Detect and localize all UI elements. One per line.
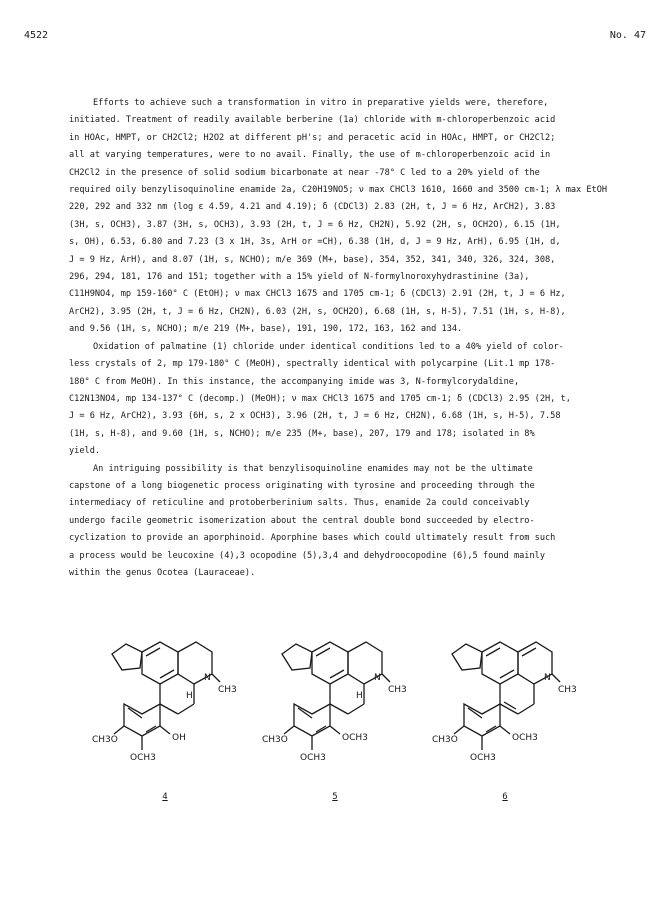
page-header bbox=[24, 30, 646, 46]
atom-methoxy-left: CH3O bbox=[92, 735, 118, 745]
atom-n: N bbox=[544, 673, 551, 683]
text-line: 180° C from MeOH). In this instance, the accompanying imide was 3, N-formylcorydaldine, bbox=[69, 376, 520, 387]
text-line: 296, 294, 181, 176 and 151; together with a 15% yield of N-formylnoroxyhydrastinine (3a), bbox=[69, 272, 530, 283]
atom-ch3: CH3 bbox=[218, 685, 237, 695]
text-line: 220, 292 and 332 nm (log ε 4.59, 4.21 and 4.19); δ (CDCl3) 2.83 (2H, t, J = 6 Hz, ArCH2), 3.83 bbox=[69, 202, 556, 213]
atom-n: N bbox=[204, 673, 211, 683]
text-line: J = 6 Hz, ArCH2), 3.93 (6H, s, 2 x OCH3), 3.96 (2H, t, J = 6 Hz, CH2N), 6.68 (1H, s, H-5), 7.58 bbox=[69, 411, 561, 422]
text-line: intermediacy of reticuline and protoberberinium salts. Thus, enamide 2a could conceivably bbox=[69, 498, 530, 509]
compound-label-6: 6 bbox=[502, 792, 508, 802]
text-line: s, OH), 6.53, 6.80 and 7.23 (3 x 1H, 3s, ArH or =CH), 6.38 (1H, d, J = 9 Hz, ArH), 6.95 (1H, d, bbox=[69, 237, 561, 248]
text-line: (1H, s, H-8), and 9.60 (1H, s, NCHO); m/e 235 (M+, base), 207, 179 and 178; isolated in 8% bbox=[69, 428, 535, 439]
atom-methoxy-bottom: OCH3 bbox=[300, 753, 326, 763]
structure-drawing-5 bbox=[260, 630, 410, 780]
atom-h: H bbox=[186, 691, 193, 701]
structure-compound-6 bbox=[430, 630, 580, 802]
text-line: undergo facile geometric isomerization about the central double bond succeeded by electro- bbox=[69, 515, 535, 526]
text-line: yield. bbox=[69, 446, 101, 457]
chemical-structures bbox=[90, 630, 590, 810]
atom-ch3: CH3 bbox=[558, 685, 577, 695]
atom-h: H bbox=[356, 691, 363, 701]
text-line: ArCH2), 3.95 (2H, t, J = 6 Hz, CH2N), 6.03 (2H, s, OCH2O), 6.68 (1H, s, H-5), 7.51 (1H, s, H-8), bbox=[69, 306, 566, 317]
text-line: initiated. Treatment of readily available berberine (1a) chloride with m-chloroperbenzoic acid bbox=[69, 115, 556, 126]
text-line: CH2Cl2 in the presence of solid sodium bicarbonate at near -78° C led to a 20% yield of the bbox=[69, 167, 540, 178]
structure-compound-5 bbox=[260, 630, 410, 802]
text-line: within the genus Ocotea (Lauraceae). bbox=[69, 567, 256, 578]
text-line: Efforts to achieve such a transformation in vitro in preparative yields were, therefore, bbox=[93, 98, 549, 108]
article-body bbox=[69, 95, 617, 582]
atom-substituent-right: OCH3 bbox=[512, 733, 538, 743]
text-line: a process would be leucoxine (4),3 ocopodine (5),3,4 and dehydroocopodine (6),5 found mainly bbox=[69, 550, 545, 561]
text-line: (3H, s, OCH3), 3.87 (3H, s, OCH3), 3.93 (2H, t, J = 6 Hz, CH2N), 5.92 (2H, s, OCH2O), 6.15 (1H, bbox=[69, 219, 561, 230]
journal-number: No. 47 bbox=[609, 30, 646, 41]
text-line: in HOAc, HMPT, or CH2Cl2; H2O2 at different pH's; and peracetic acid in HOAc, HMPT, or CH2Cl2; bbox=[69, 132, 556, 143]
paragraph-biogenetic-hypothesis bbox=[69, 461, 617, 583]
structure-compound-4 bbox=[90, 630, 240, 802]
atom-methoxy-bottom: OCH3 bbox=[130, 753, 156, 763]
atom-methoxy-left: CH3O bbox=[432, 735, 458, 745]
paragraph-oxidation-attempts bbox=[69, 95, 617, 339]
atom-methoxy-left: CH3O bbox=[262, 735, 288, 745]
text-line: cyclization to provide an aporphinoid. Aporphine bases which could ultimately result from such bbox=[69, 533, 556, 544]
structure-drawing-4 bbox=[90, 630, 240, 780]
text-line: capstone of a long biogenetic process originating with tyrosine and proceeding through the bbox=[69, 480, 535, 491]
atom-ch3: CH3 bbox=[388, 685, 407, 695]
text-line: required oily benzylisoquinoline enamide 2a, C20H19NO5; ν max CHCl3 1610, 1660 and 3500 cm-1; λ max EtOH bbox=[69, 185, 608, 196]
text-line: Oxidation of palmatine (1) chloride under identical conditions led to a 40% yield of color- bbox=[93, 341, 564, 352]
atom-methoxy-bottom: OCH3 bbox=[470, 753, 496, 763]
text-line: less crystals of 2, mp 179-180° C (MeOH), spectrally identical with polycarpine (Lit.1 mp 178- bbox=[69, 359, 556, 370]
text-line: all at varying temperatures, were to no avail. Finally, the use of m-chloroperbenzoic acid in bbox=[69, 150, 551, 161]
text-line: and 9.56 (1H, s, NCHO); m/e 219 (M+, base), 191, 190, 172, 163, 162 and 134. bbox=[69, 324, 463, 335]
page-number: 4522 bbox=[24, 30, 49, 41]
atom-substituent-right: OCH3 bbox=[342, 733, 368, 743]
atom-n: N bbox=[374, 673, 381, 683]
structure-drawing-6 bbox=[430, 630, 580, 780]
paragraph-palmatine-oxidation bbox=[69, 339, 617, 461]
text-line: An intriguing possibility is that benzylisoquinoline enamides may not be the ultimate bbox=[93, 463, 533, 474]
text-line: C12N13NO4, mp 134-137° C (decomp.) (MeOH); ν max CHCl3 1675 and 1705 cm-1; δ (CDCl3) 2.95 (2H, t, bbox=[69, 393, 571, 404]
compound-label-4: 4 bbox=[162, 792, 168, 802]
text-line: C11H9NO4, mp 159-160° C (EtOH); ν max CHCl3 1675 and 1705 cm-1; δ (CDCl3) 2.91 (2H, t, J = 6 Hz, bbox=[69, 289, 566, 300]
compound-label-5: 5 bbox=[332, 792, 338, 802]
atom-substituent-right: OH bbox=[172, 733, 186, 743]
text-line: J = 9 Hz, ArH), and 8.07 (1H, s, NCHO); m/e 369 (M+, base), 354, 352, 341, 340, 326, 324, 308, bbox=[69, 254, 556, 265]
